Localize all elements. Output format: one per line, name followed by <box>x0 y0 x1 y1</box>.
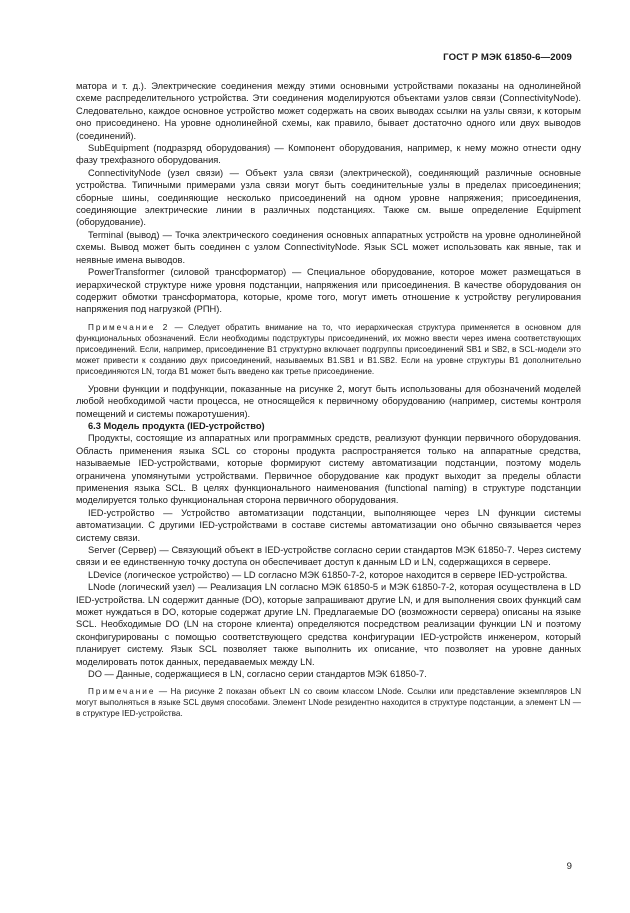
note-final <box>76 686 581 719</box>
paragraph-ied: IED-устройство — Устройство автоматизации подстанции, выполняющее через LN функции системы автоматизации. С другими IED-устройствами в составе системы автоматизации оно обычно связывается через систему связи. <box>76 507 581 543</box>
paragraph-subequipment: SubEquipment (подразряд оборудования) — Компонент оборудования, например, к нему можно отнести одну фазу трехфазного оборудования. <box>76 143 581 166</box>
note-final-text: — На рисунке 2 показан объект LN со своим классом LNode. Ссылки или представление экземпляров LN могут выполняться в языке SCL двумя способами. Элемент LNode резидентно находится в структуре подстанции, а элемент LN — в структуре IED-устройства. <box>76 687 581 719</box>
paragraph-function-levels: Уровни функции и подфункции, показанные на рисунке 2, могут быть использованы для обозначений моделей любой необходимой части процесса, не относящейся к первичному оборудованию (например, системы контроля помещений и системы пожаротушения). <box>76 383 581 419</box>
note-final-label: Примечание <box>88 687 156 697</box>
page-body <box>76 80 581 725</box>
paragraph-do: DO — Данные, содержащиеся в LN, согласно серии стандартов МЭК 61850-7. <box>88 669 427 680</box>
section-heading-6-3: 6.3 Модель продукта (IED-устройство) <box>88 420 265 431</box>
paragraph-server: Server (Сервер) — Связующий объект в IED-устройстве согласно серии стандартов МЭК 61850-7. Через систему связи и ее единственную точку доступа он обеспечивает доступ к данным LD и LN, содержащихся в сервере. <box>76 545 581 568</box>
paragraph-ldevice: LDevice (логическое устройство) — LD согласно МЭК 61850-7-2, которое находится в сервере IED-устройства. <box>88 569 568 580</box>
paragraph-products: Продукты, состоящие из аппаратных или программных средств, реализуют функции первичного оборудования. Область применения языка SCL со стороны продукта распространяется только на аппаратные средства, называемые IED-устройствами, которые формируют систему автоматизации подстанции, поэтому модель ограничена упомянутыми устройствами. Первичное оборудование как продукт выходит за пределы области применения языка SCL. В целях функционального наименования (functional naming) в структуре подстанции моделируется только функциональная сторона первичного оборудования. <box>76 433 581 506</box>
paragraph-lnode: LNode (логический узел) — Реализация LN согласно МЭК 61850-5 и МЭК 61850-7-2, которая осуществлена в LD IED-устройства. LN содержит данные (DO), которые запрашивают другие LN, и для выполнения своих функций сам может нуждаться в DO, которые содержат другие LN. Предлагаемые DO (возможности сервера) описаны на языке SCL. Необходимые DO (LN на стороне клиента) определяются посредством реализации функции LN и поэтому сконфигурированы с помощью соответствующего средства конфигурации IED-устройств инженером, который планирует систему. Язык SCL позволяет также выполнить их описание, что позволяет на уровне данных моделировать поток данных, передаваемых между LN. <box>76 582 581 667</box>
paragraph-connectivitynode: ConnectivityNode (узел связи) — Объект узла связи (электрической), соединяющий различные основные устройства. Типичными примерами узла связи могут быть соединительные узлы в пределах присоединения; сборные шины, соединяющие несколько присоединений на одном уровне напряжения; присоединения, соединяющие электрические линии в различных подстанциях. Также см. выше определение Equipment (оборудование). <box>76 167 581 228</box>
document-header: ГОСТ Р МЭК 61850-6—2009 <box>443 52 572 63</box>
paragraph-continuation: матора и т. д.). Электрические соединения между этими основными устройствами показаны на однолинейной схеме распределительного устройства. Эти соединения моделируются объектами узлов связи (ConnectivityNode). Следовательно, каждое основное устройство может содержать на своих выводах ссылки на узлы связи, к которым оно присоединено. На уровне однолинейной схемы, как правило, бывает достаточно одного или двух выводов (соединений). <box>76 81 581 141</box>
note-2-label: Примечание 2 <box>88 322 170 332</box>
paragraph-powertransformer: PowerTransformer (силовой трансформатор) — Специальное оборудование, которое может размещаться в иерархической структуре ниже уровня подстанции, напряжения или присоединения. В качестве оборудования он содержит обмотки трансформатора, которые, кроме того, могут иметь отношение к устройству регулирования напряжения под нагрузкой (РПН). <box>76 267 581 315</box>
page-number: 9 <box>566 861 572 872</box>
paragraph-terminal: Terminal (вывод) — Точка электрического соединения основных аппаратных устройств на уровне однолинейной схемы. Вывод может быть соединен с узлом ConnectivityNode. Язык SCL может использовать как явные, так и неявные имена выводов. <box>76 229 581 265</box>
note-2-text: — Следует обратить внимание на то, что иерархическая структура применяется в основном для функциональных обозначений. Если необходимы подструктуры присоединений, их можно ввести через имена соответствующих присоединений. Если, например, присоединение B1 структурно включает подгруппы присоединений SB1 и SB2, в SCL-модели это может привести к созданию двух присоединений, называемых B1.SB1 и B1.SB2. Если на уровне структуры B1 дополнительно присоединяются LN, тогда B1 может быть введено как третье присоединение. <box>76 322 581 376</box>
note-2 <box>76 322 581 377</box>
